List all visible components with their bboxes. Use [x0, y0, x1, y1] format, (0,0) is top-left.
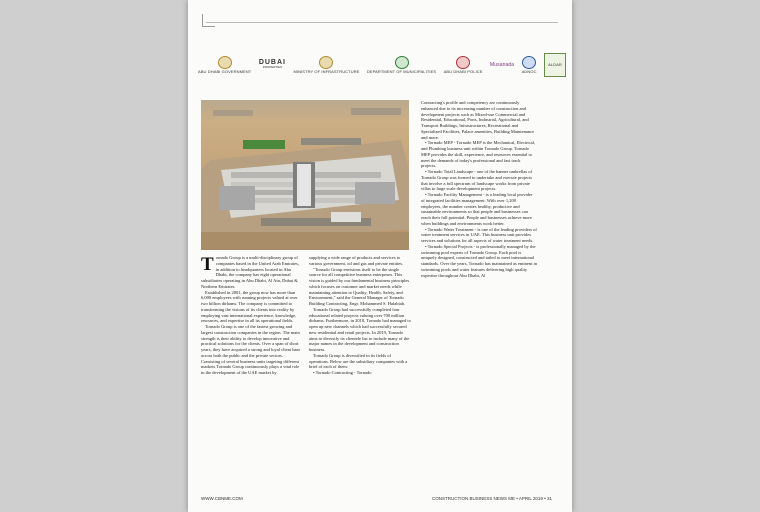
- article-column-3: [421, 100, 537, 278]
- emblem-icon: [522, 56, 536, 69]
- logo-label: DEPARTMENT OF MUNICIPALITIES: [366, 69, 437, 74]
- logo-dubai-properties: [259, 54, 286, 76]
- paragraph: "Tornado Group envisions itself to be the single source for all competitive business enterprises. This vision is guided by our fundamental business principles which focuses on customer and market needs while maintaining attention to Quality, Health, Safety, and Environment," said the General Manager of Tornado Building Contracting, Engr. Mohammed S. Halabiah.: [309, 266, 410, 306]
- logo-department-municipalities: [367, 54, 436, 76]
- logo-ministry-infrastructure: [293, 54, 359, 76]
- logo-abu-dhabi-government: [198, 54, 251, 76]
- paragraph: Tornado Group is diversified in its fields of operations. Below are the subsidiary companies with a brief of each of them:: [309, 352, 408, 370]
- article-column-1: [201, 255, 301, 376]
- logo-abu-dhabi-police: [444, 54, 483, 76]
- drop-cap: T: [201, 254, 214, 275]
- logo-label: ADNOC: [521, 69, 537, 74]
- lead-text: ornado Group is a multi-disciplinary group of companies based in the United Arab Emirates, in addition to headquarters located in Abu Dhabi, the company has eight operational subsidiaries operating in Abu Dhabi, Al Ain, Dubai & Northern Emirates.: [201, 255, 300, 289]
- paragraph: • Tornado Facility Management - is a leading local provider of integrated facilities management. With over 1,200 employees, the number creates healthy, productive and sustainable environments so that people and businesses can reach their full potential. People and businesses achieve more when buildings and environments work better.: [421, 192, 533, 226]
- logo-sublabel: PROPERTIES: [262, 65, 283, 69]
- paragraph: Tornado Group had successfully completed four educational related projects valuing over 700 million dirhams. Furthermore, in 2018, Tornado had managed to open up new channels which had successfully secured new residential and retail projects. In 2019, Tornado aims to diversify its clientele list to include many of the major names in the development and construction business.: [309, 306, 411, 352]
- paragraph: • Tornado Total Landscape - one of the banner umbrellas of Tornado Group was formed to undertake and execute projects that involve a full spectrum of landscape works from private villas to large scale development projects.: [421, 169, 533, 192]
- logo-label: Musanada: [490, 62, 515, 68]
- magazine-page: [188, 0, 572, 512]
- emblem-icon: [395, 56, 409, 69]
- paragraph: supplying a wide range of products and services to various government, oil and gas and private entities.: [309, 255, 404, 266]
- corner-mark: [202, 14, 215, 27]
- paragraph: Tornado Group is one of the fastest growing and largest construction companies in the region. The main strength is their ability to develop innovative and practical solutions for the clients. Over a span of short years, they have acquired a strong and loyal client base across both the public and the private sectors. Consisting of several business units targeting different markets Tornado Group continuously plays a vital role in the development of the UAE market by: [201, 324, 301, 375]
- emblem-icon: [456, 56, 470, 69]
- paragraph: Established in 2001, the group now has more than 6,000 employees with running projects valued at over two billion dirhams. The company is committed to transforming the visions of its clients into reality by employing vast international experience, knowledge, resources, and expertise in all its operational fields.: [201, 289, 298, 324]
- logo-label: ALDAR: [548, 62, 562, 67]
- aerial-photo-school-campus: [201, 100, 409, 250]
- paragraph: • Tornado MEP - Tornado MEP is the Mechanical, Electrical, and Plumbing business unit within Tornado Group. Tornado MEP provides the skill, experience, and resources essential to meet the demands of today's professional and fast track projects.: [421, 140, 536, 169]
- paragraph-lead: [201, 255, 301, 290]
- client-logos-strip: [198, 52, 566, 78]
- page-footer: [201, 496, 552, 504]
- footer-issue-page: CONSTRUCTION BUSINESS NEWS ME • APRIL 2019 • 31: [431, 496, 552, 501]
- paragraph: • Tornado Special Projects - is professionally managed by the swimming pool experts of Tornado Group. Each pool is uniquely designed, constructed and tailed to meet international standards. Over the years, Tornado has maintained as eminent in swimming pools and water features delivering high quality expertise throughout Abu Dhabi, Al: [421, 243, 537, 278]
- emblem-icon: [218, 56, 232, 69]
- emblem-icon: [319, 56, 333, 69]
- article-column-2: [309, 255, 411, 376]
- logo-musanada: [490, 54, 514, 76]
- logo-label: DUBAI: [258, 59, 286, 66]
- logo-label: ABU DHABI POLICE: [443, 69, 483, 74]
- page-header-rule: [188, 0, 572, 34]
- paragraph: • Tornado Contracting - Tornado: [313, 370, 372, 375]
- logo-aldar: [544, 53, 566, 77]
- logo-label: MINISTRY OF INFRASTRUCTURE: [293, 69, 360, 74]
- logo-adnoc: [522, 54, 537, 76]
- paragraph: • Tornado Water Treatment - is one of the leading providers of water treatment services in UAE. This business unit provides services and solutions for all aspects of water treatment needs.: [421, 226, 537, 243]
- logo-label: ABU DHABI GOVERNMENT: [198, 69, 252, 74]
- header-line: [206, 22, 558, 23]
- paragraph: Contracting's profile and competency are continuously enhanced due to its increasing number of construction and development projects such as Mixed-use Commercial and Residential, Educational, Ports, Industrial, Agricultural, and Transport Buildings, Infrastructures, Recreational and Specialized Facilities, Palace amenities, Building Maintenance and more.: [421, 100, 535, 140]
- footer-website: WWW.CBNME.COM: [201, 496, 243, 501]
